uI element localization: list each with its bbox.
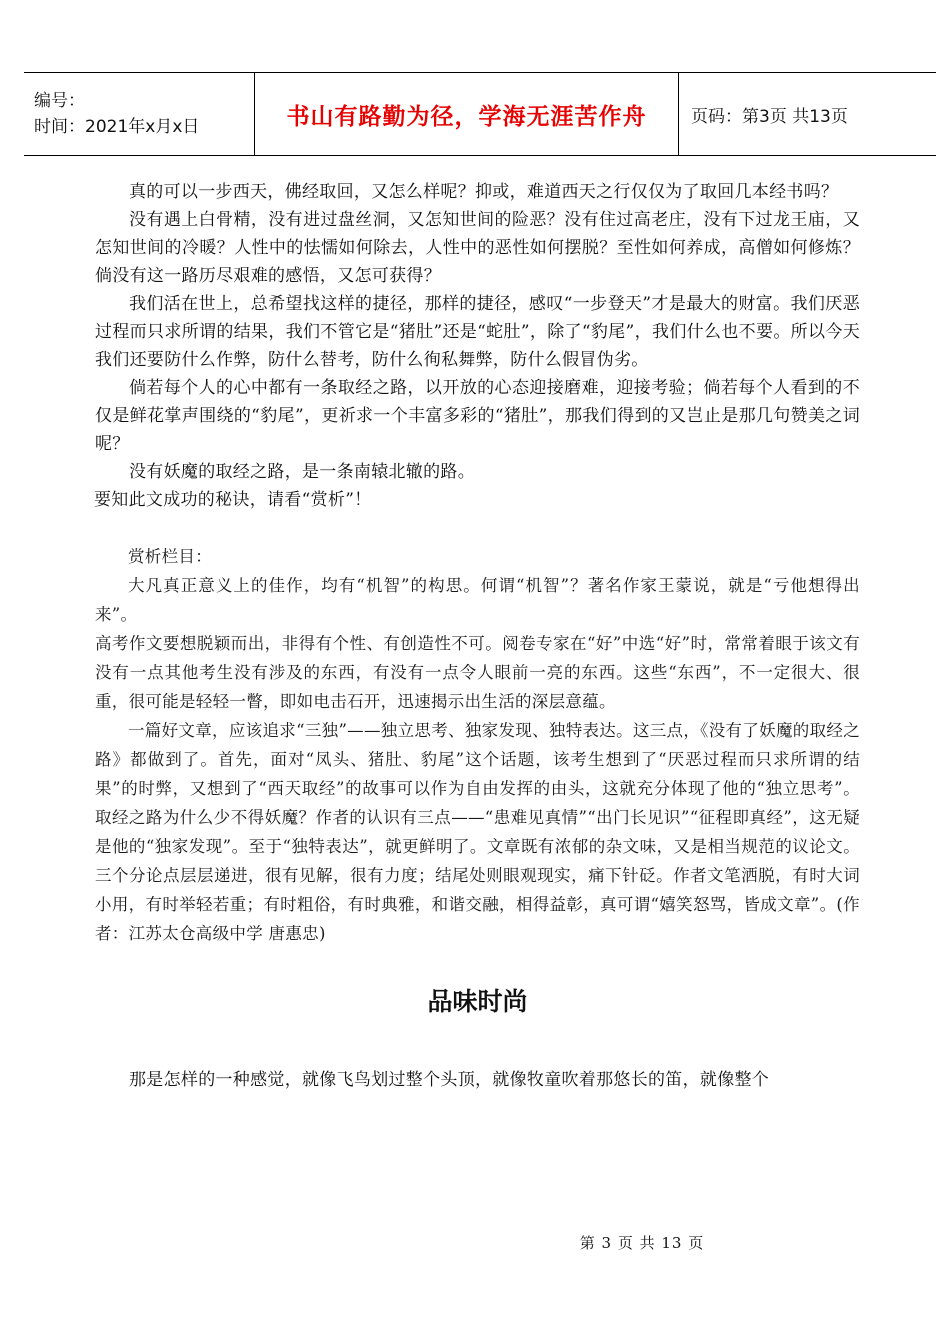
body-paragraph: 那是怎样的一种感觉，就像飞鸟划过整个头顶，就像牧童吹着那悠长的笛，就像整个 (129, 1070, 770, 1090)
spacer (95, 514, 860, 542)
review-paragraph: 一篇好文章，应该追求“三独”——独立思考、独家发现、独特表达。这三点，《没有了妖魔的取经之路》都做到了。首先，面对“凤头、猪肚、豹尾”这个话题，该考生想到了“厌恶过程而只求所谓的结果”的时弊，又想到了“西天取经”的故事可以作为自由发挥的由头，这就充分体现了他的“独立思考”。取经之路为什么少不得妖魔？作者的认识有三点——“患难见真情”“出门长见识”“征程即真经”，这无疑是他的“独家发现”。至于“独特表达”，就更鲜明了。文章既有浓郁的杂文味，又是相当规范的议论文。三个分论点层层递进，很有见解，很有力度；结尾处则眼观现实，痛下针砭。作者文笔洒脱，有时大词小用，有时举轻若重；有时粗俗，有时典雅，和谐交融，相得益彰，真可谓“嬉笑怒骂，皆成文章”。(作者：江苏太仓高级中学 唐惠忠) (95, 721, 860, 943)
header-motto: 书山有路勤为径，学海无涯苦作舟 (286, 103, 647, 130)
body-paragraph: 倘若每个人的心中都有一条取经之路，以开放的心态迎接磨难，迎接考验；倘若每个人看到的不仅是鲜花掌声围绕的“豹尾”，更祈求一个丰富多彩的“猪肚”，那我们得到的又岂止是那几句赞美之词呢？ (95, 378, 860, 454)
body-paragraph: 我们活在世上，总希望找这样的捷径，那样的捷径，感叹“一步登天”才是最大的财富。我们厌恶过程而只求所谓的结果，我们不管它是“猪肚”还是“蛇肚”，除了“豹尾”，我们什么也不要。所以今天我们还要防什么作弊，防什么替考，防什么徇私舞弊，防什么假冒伪劣。 (95, 294, 860, 370)
body-paragraph: 真的可以一步西天，佛经取回，又怎么样呢？抑或，难道西天之行仅仅为了取回几本经书吗？ (129, 182, 839, 202)
header-motto-cell (254, 73, 679, 155)
document-number-label: 编号： (34, 91, 85, 111)
section-title: 品味时尚 (427, 987, 528, 1016)
document-body (95, 178, 860, 1094)
document-time-label: 时间：2021年x月x日 (34, 117, 200, 137)
review-heading: 赏析栏目： (128, 547, 212, 566)
body-paragraph-callout: 要知此文成功的秘诀，请看“赏析”！ (94, 490, 372, 510)
review-paragraph: 高考作文要想脱颖而出，非得有个性、有创造性不可。阅卷专家在“好”中选“好”时，常常着眼于该文有没有一点其他考生没有涉及的东西，有没有一点令人眼前一亮的东西。这些“东西”，不一定很大、很重，很可能是轻轻一瞥，即如电击石开，迅速揭示出生活的深层意蕴。 (95, 634, 860, 711)
body-paragraph: 没有遇上白骨精，没有进过盘丝洞，又怎知世间的险恶？没有住过高老庄，没有下过龙王庙，又怎知世间的冷暖？人性中的怯懦如何除去，人性中的恶性如何摆脱？至性如何养成，高僧如何修炼？倘没有这一路历尽艰难的感悟，又怎可获得？ (95, 210, 860, 286)
review-section (95, 542, 860, 948)
header-page-cell (679, 73, 936, 155)
page-footer: 第 3 页 共 13 页 (579, 1234, 705, 1252)
body-paragraph: 没有妖魔的取经之路，是一条南辕北辙的路。 (129, 462, 475, 482)
page-header (24, 72, 936, 156)
header-left-cell (24, 73, 254, 155)
header-page-label: 页码：第3页 共13页 (691, 106, 848, 127)
review-paragraph: 大凡真正意义上的佳作，均有“机智”的构思。何谓“机智”？著名作家王蒙说，就是“亏他想得出来”。 (95, 576, 860, 624)
